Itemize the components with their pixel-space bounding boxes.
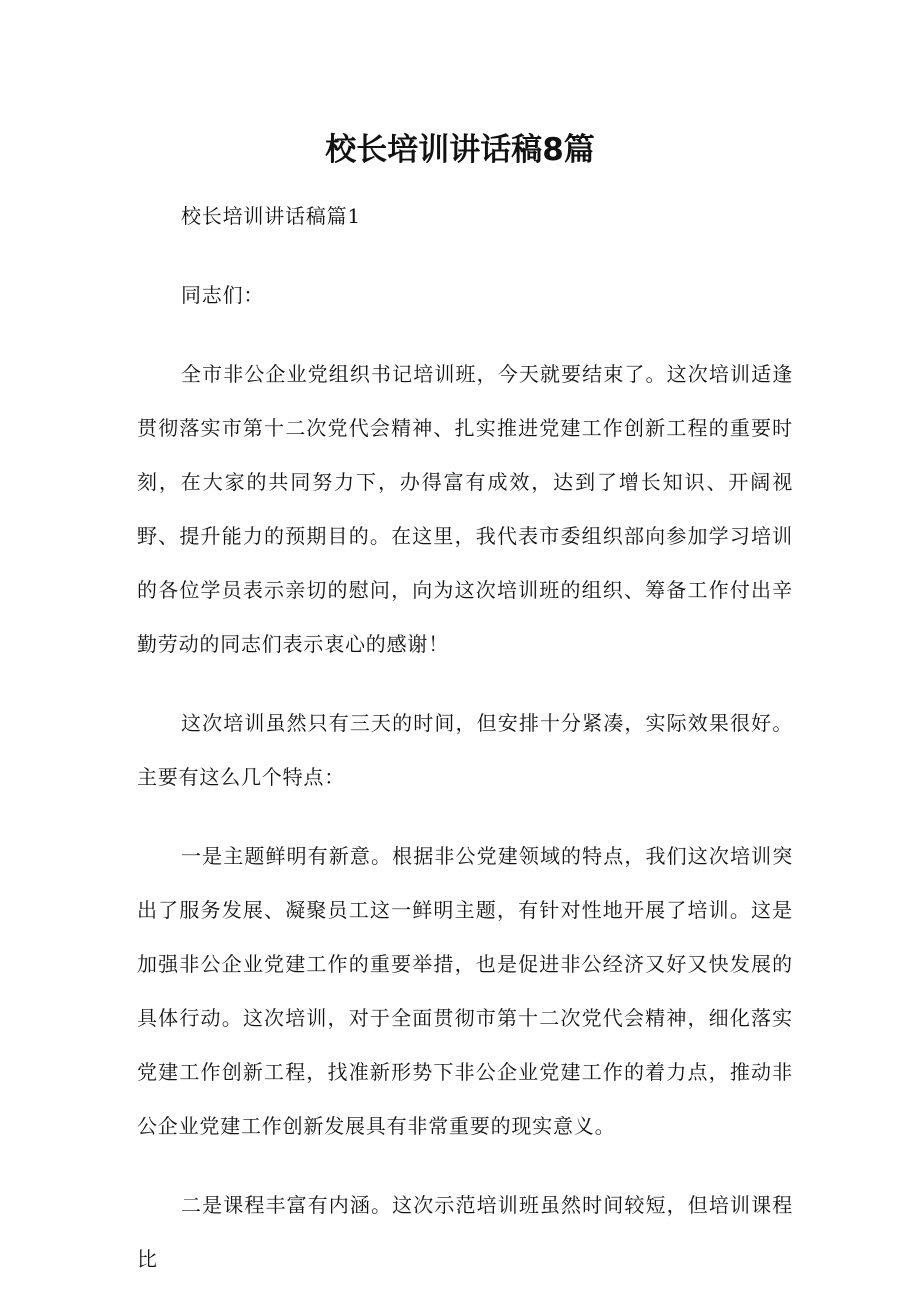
section-heading: 校长培训讲话稿篇1 <box>181 204 361 228</box>
paragraph: 这次培训虽然只有三天的时间，但安排十分紧凑，实际效果很好。主要有这么几个特点： <box>137 711 793 789</box>
paragraph: 全市非公企业党组织书记培训班，今天就要结束了。这次培训适逢贯彻落实市第十二次党代会精神、扎实推进党建工作创新工程的重要时刻，在大家的共同努力下，办得富有成效，达到了增长知识、开阔视野、提升能力的预期目的。在这里，我代表市委组织部向参加学习培训的各位学员表示亲切的慰问，向为这次培训班的组织、筹备工作付出辛勤劳动的同志们表示衷心的感谢！ <box>137 362 793 656</box>
paragraph: 一是主题鲜明有新意。根据非公党建领域的特点，我们这次培训突出了服务发展、凝聚员工这一鲜明主题，有针对性地开展了培训。这是加强非公企业党建工作的重要举措，也是促进非公经济又好又快发展的具体行动。这次培训，对于全面贯彻市第十二次党代会精神，细化落实党建工作创新工程，找准新形势下非公企业党建工作的着力点，推动非公企业党建工作创新发展具有非常重要的现实意义。 <box>137 844 793 1138</box>
document-title: 校长培训讲话稿8篇 <box>325 132 595 168</box>
salutation: 同志们： <box>181 283 265 307</box>
paragraph: 二是课程丰富有内涵。这次示范培训班虽然时间较短，但培训课程比 <box>137 1193 793 1271</box>
document-body <box>137 189 793 1286</box>
